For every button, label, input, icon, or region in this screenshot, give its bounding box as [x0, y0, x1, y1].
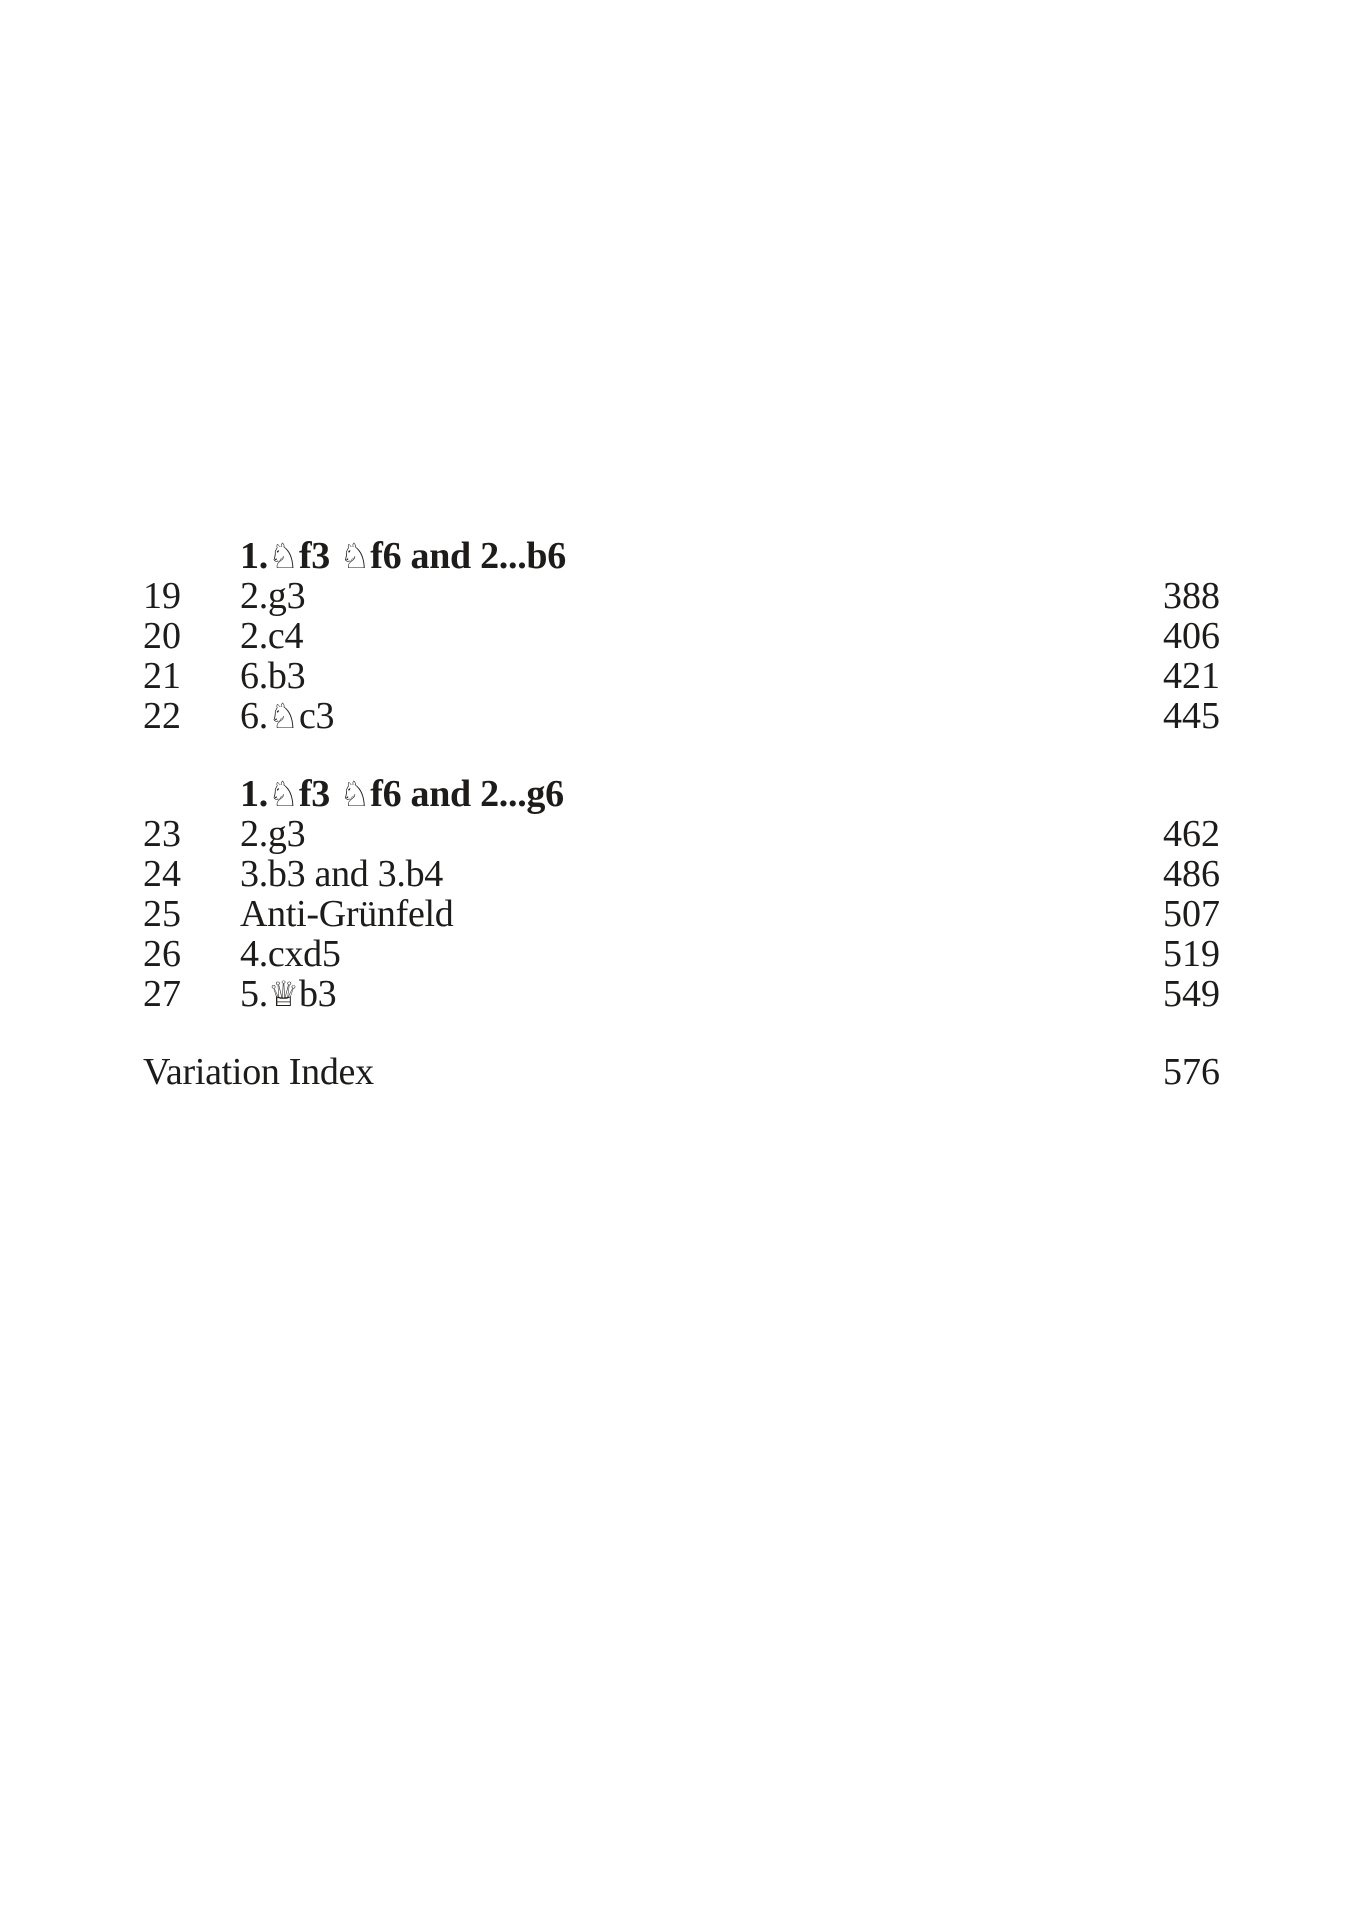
chapter-title: 6.♘c3	[240, 695, 335, 737]
section-header: 1.♘f3 ♘f6 and 2...g6	[240, 773, 564, 815]
chapter-number: 20	[143, 615, 181, 657]
chapter-title: 5.♕b3	[240, 973, 337, 1015]
chapter-number: 26	[143, 933, 181, 975]
table-of-contents	[143, 536, 1220, 1092]
page-number: 486	[1163, 853, 1220, 895]
page-number: 406	[1163, 615, 1220, 657]
chapter-number: 24	[143, 853, 181, 895]
chapter-title: 3.b3 and 3.b4	[240, 853, 443, 895]
chapter-title: Anti-Grünfeld	[240, 893, 454, 935]
variation-index-row	[143, 1052, 1220, 1092]
knight-figurine-icon: ♘	[267, 775, 299, 815]
page-number: 462	[1163, 813, 1220, 855]
chapter-title: 2.c4	[240, 615, 304, 657]
page-number: 388	[1163, 575, 1220, 617]
page-number: 507	[1163, 893, 1220, 935]
chapter-number: 25	[143, 893, 181, 935]
variation-index-label: Variation Index	[143, 1051, 374, 1093]
toc-entry	[143, 854, 1220, 894]
knight-figurine-icon: ♘	[339, 775, 371, 815]
section-entries	[143, 814, 1220, 1014]
toc-entry	[143, 656, 1220, 696]
toc-entry	[143, 934, 1220, 974]
page-number: 519	[1163, 933, 1220, 975]
queen-figurine-icon: ♕	[267, 975, 299, 1015]
variation-index-page-number: 576	[1163, 1051, 1220, 1093]
page-number: 549	[1163, 973, 1220, 1015]
chapter-number: 21	[143, 655, 181, 697]
toc-entry	[143, 814, 1220, 854]
toc-entry	[143, 696, 1220, 736]
knight-figurine-icon: ♘	[267, 537, 299, 577]
toc-section	[143, 536, 1220, 736]
chapter-title: 4.cxd5	[240, 933, 341, 975]
chapter-title: 2.g3	[240, 813, 306, 855]
section-header: 1.♘f3 ♘f6 and 2...b6	[240, 535, 566, 577]
toc-section	[143, 774, 1220, 1014]
toc-entry	[143, 974, 1220, 1014]
chapter-number: 27	[143, 973, 181, 1015]
page-number: 445	[1163, 695, 1220, 737]
page-number: 421	[1163, 655, 1220, 697]
toc-sections	[143, 536, 1220, 1014]
toc-entry	[143, 894, 1220, 934]
chapter-title: 6.b3	[240, 655, 306, 697]
chapter-number: 22	[143, 695, 181, 737]
chapter-number: 19	[143, 575, 181, 617]
toc-entry	[143, 616, 1220, 656]
toc-entry	[143, 576, 1220, 616]
knight-figurine-icon: ♘	[267, 697, 299, 737]
knight-figurine-icon: ♘	[339, 537, 371, 577]
chapter-number: 23	[143, 813, 181, 855]
section-entries	[143, 576, 1220, 736]
chapter-title: 2.g3	[240, 575, 306, 617]
